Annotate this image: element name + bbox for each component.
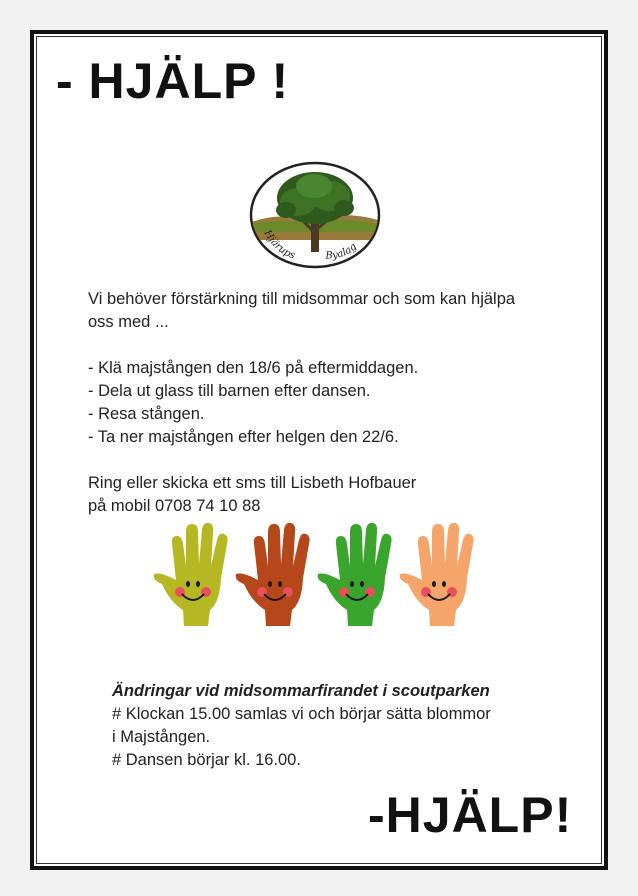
logo (248, 160, 382, 270)
smiling-hand-icon (400, 523, 474, 626)
intro-line: oss med ... (88, 313, 169, 331)
changes-line: # Klockan 15.00 samlas vi och börjar sätta blommor (112, 705, 491, 723)
main-text (88, 288, 568, 518)
footer-title: -HJÄLP! (368, 787, 573, 843)
task-item: - Klä majstången den 18/6 på eftermiddagen. (88, 359, 419, 377)
changes-line: i Majstången. (112, 728, 211, 746)
changes-heading: Ändringar vid midsommarfirandet i scoutparken (112, 682, 490, 700)
contact-phone: på mobil 0708 74 10 88 (88, 497, 261, 515)
changes-section (112, 680, 572, 772)
task-item: - Dela ut glass till barnen efter dansen. (88, 382, 371, 400)
changes-line: # Dansen börjar kl. 16.00. (112, 751, 301, 769)
contact-line: Ring eller skicka ett sms till Lisbeth Hofbauer (88, 474, 417, 492)
task-item: - Ta ner majstången efter helgen den 22/6. (88, 428, 399, 446)
smiling-hand-icon (236, 523, 310, 626)
smiling-hand-icon (318, 523, 392, 626)
logo-text-left: Hjärups (261, 228, 297, 262)
hands-illustration (150, 520, 480, 630)
intro-line: Vi behöver förstärkning till midsommar och som kan hjälpa (88, 290, 516, 308)
page-title: - HJÄLP ! (56, 53, 290, 109)
smiling-hand-icon (154, 523, 228, 626)
logo-text-right: Byalag (325, 241, 360, 262)
task-item: - Resa stången. (88, 405, 205, 423)
